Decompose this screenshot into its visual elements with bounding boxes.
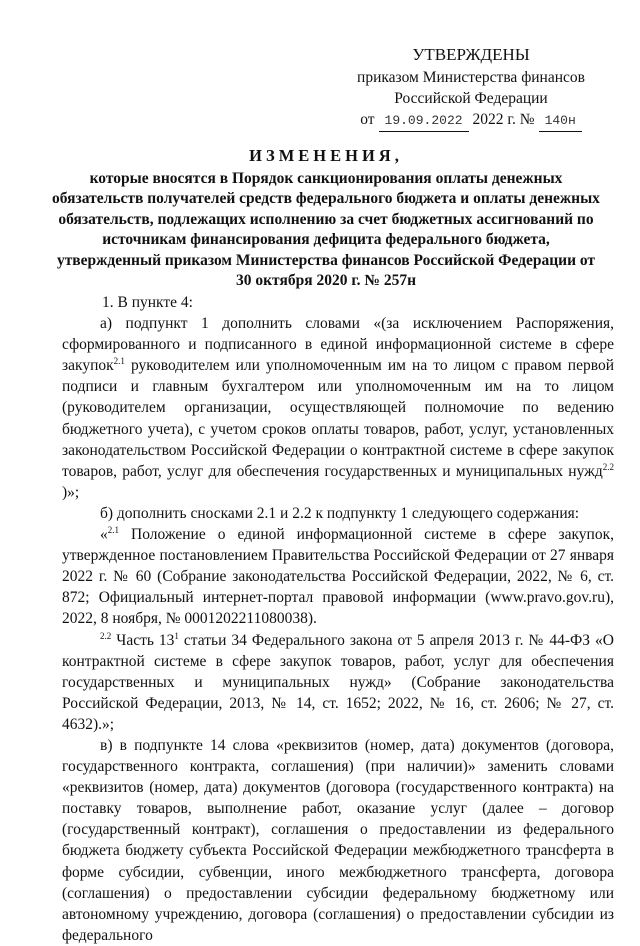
paragraph-5: $^{2.2}$ Часть $13^1$ статьи 34 Федерального закона от 5 апреля 2013 г. № 44-ФЗ «О контрактной системе в сфере закупок товаров, работ, услуг для обеспечения государственных и муниципальных нужд» (Собрание законодательства Российской Федерации, 2013, № 14, ст. 1652; 2022, № 16, ст. 2606; № 27, ст. 4632).»; <box>62 630 614 733</box>
paragraph-3: б) дополнить сносками 2.1 и 2.2 к подпункту 1 следующего содержания: <box>100 504 580 522</box>
document-subtitle: которые вносятся в Порядок санкционирования оплаты денежных обязательств получателей средств федерального бюджета и оплаты денежных обязательств, подлежащих исполнению за счет бюджетных ассигнований по источникам финансирования дефицита федерального бюджета, утвержденный приказом Министерства финансов Российской Федерации от 30 октября 2020 г. № 257н <box>52 169 600 289</box>
paragraph-1: 1. В пункте 4: <box>102 294 193 311</box>
paragraph-6: в) в подпункте 14 слова «реквизитов (номер, дата) документов (договора, государственного контракта, соглашения) (при наличии)» заменить словами «реквизитов (номер, дата) документов (договора (государственного контракта) на поставку товаров, выполнение работ, оказание услуг (далее – договор (государственный контракт), соглашения о предоставлении из федерального бюджета бюджету субъекта Российской Федерации межбюджетного трансферта в форме субсидии, субвенции, иного межбюджетного трансферта, договора (соглашения) о предоставлении субсидии федеральному бюджетному или автономному учреждению, договора (соглашения) о предоставлении субсидии из федерального <box>62 736 614 944</box>
paragraph-2: а) подпункт 1 дополнить словами «(за исключением Распоряжения, сформированного и подписанного в единой информационной системе в сфере закупок$^{2.1}$ руководителем или уполномоченным им на то лицом с правом первой подписи и главным бухгалтером или уполномоченным им на то лицом (руководителем организации, осуществляющей полномочие по ведению бюджетного учета), с учетом сроков оплаты товаров, работ, услуг, установленных законодательством Российской Федерации о контрактной системе в сфере закупок товаров, работ, услуг для обеспечения государственных и муниципальных нужд$^{2.2}$ )»; <box>62 315 614 501</box>
approval-stamp <box>326 44 616 132</box>
from-label: от <box>360 111 375 128</box>
approved-title: УТВЕРЖДЕНЫ <box>412 45 530 64</box>
order-year-label: 2022 г. № <box>472 111 535 128</box>
approved-line-1: приказом Министерства финансов <box>357 69 585 86</box>
paragraph-4: «$^{2.1}$ Положение о единой информационной системе в сфере закупок, утвержденное постановлением Правительства Российской Федерации от 27 января 2022 г. № 60 (Собрание законодательства Российской Федерации, 2022, № 6, ст. 872; Официальный интернет-портал правовой информации (www.pravo.gov.ru), 2022, 8 ноября, № 0001202211080038). <box>62 524 614 628</box>
order-number: 140н <box>539 110 582 132</box>
document-body <box>62 292 614 946</box>
document-heading <box>52 146 600 292</box>
order-line <box>326 109 616 132</box>
document-title: ИЗМЕНЕНИЯ, <box>249 146 403 165</box>
order-date: 19.09.2022 <box>379 110 469 132</box>
approved-line-2: Российской Федерации <box>394 90 548 107</box>
